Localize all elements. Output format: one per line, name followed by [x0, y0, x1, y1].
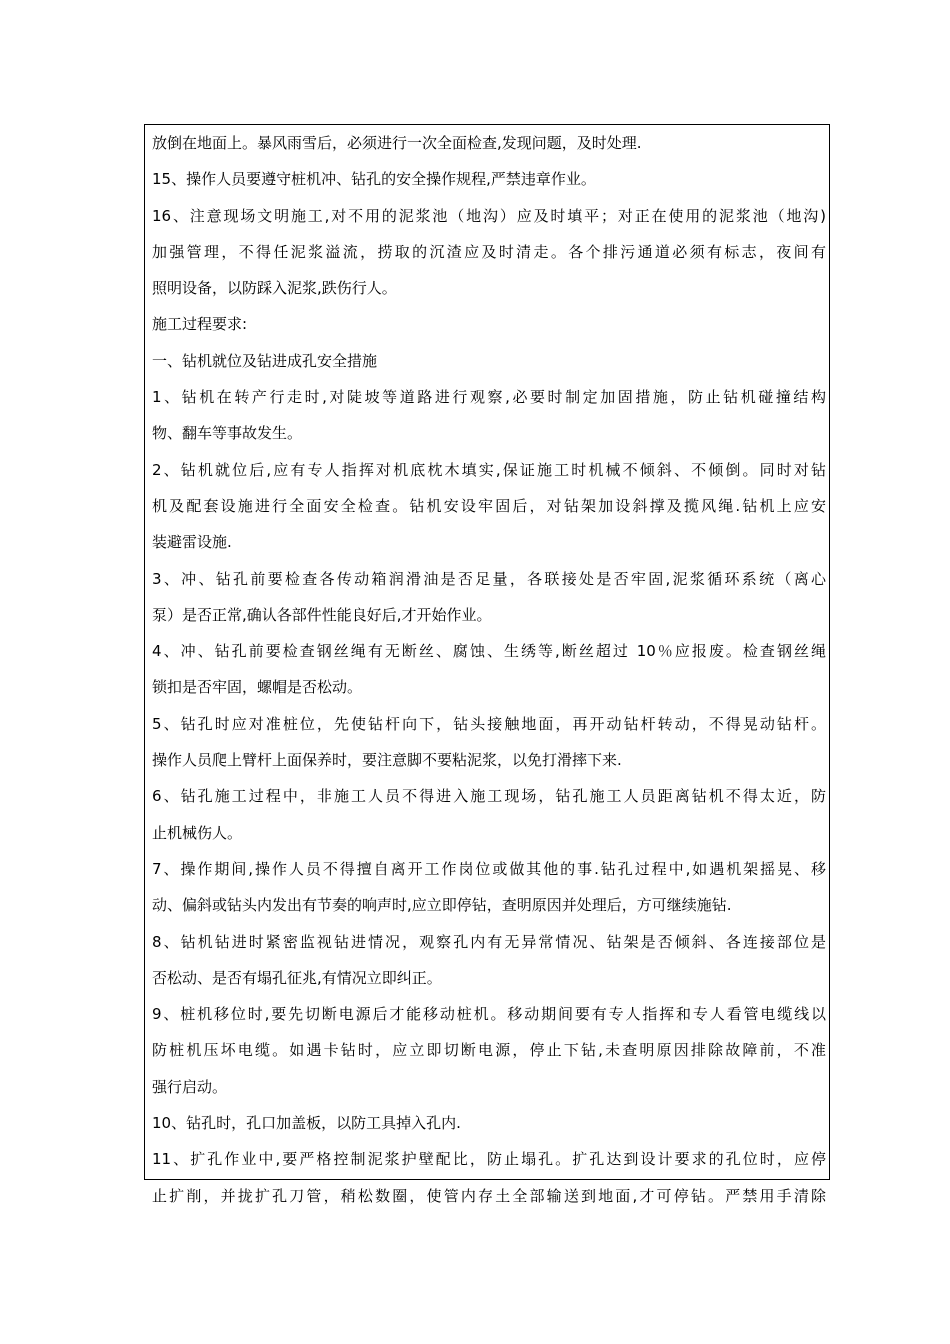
text-line: 5、钻孔时应对准桩位，先使钻杆向下，钻头接触地面，再开动钻杆转动，不得晃动钻杆。 [152, 714, 826, 733]
text-line: 机及配套设施进行全面安全检查。钻机安设牢固后，对钻架加设斜撑及揽风绳.钻机上应安 [152, 496, 826, 515]
text-line: 施工过程要求: [152, 315, 248, 334]
text-line: 操作人员爬上臂杆上面保养时，要注意脚不要粘泥浆，以免打滑摔下来. [152, 751, 622, 770]
text-line: 1、钻机在转产行走时,对陡坡等道路进行观察,必要时制定加固措施，防止钻机碰撞结构 [152, 388, 826, 407]
text-line: 11、扩孔作业中,要严格控制泥浆护壁配比，防止塌孔。扩孔达到设计要求的孔位时，应停 [152, 1150, 826, 1169]
text-line: 3、冲、钻孔前要检查各传动箱润滑油是否足量，各联接处是否牢固,泥浆循环系统（离心 [152, 569, 826, 588]
text-line: 止机械伤人。 [152, 823, 243, 842]
text-line: 锁扣是否牢固，螺帽是否松动。 [152, 678, 363, 697]
text-line: 2、钻机就位后,应有专人指挥对机底枕木填实,保证施工时机械不倾斜、不倾倒。同时对钻 [152, 460, 826, 479]
document-frame [144, 124, 830, 1205]
text-line: 止扩削，并拢扩孔刀管，稍松数圈，使管内存土全部输送到地面,才可停钻。严禁用手清除 [152, 1186, 826, 1205]
text-line: 4、冲、钻孔前要检查钢丝绳有无断丝、腐蚀、生绣等,断丝超过 10％应报废。检查钢丝绳 [152, 642, 826, 661]
text-line: 9、桩机移位时,要先切断电源后才能移动桩机。移动期间要有专人指挥和专人看管电缆线以 [152, 1005, 826, 1024]
text-line: 强行启动。 [152, 1077, 228, 1096]
text-line: 15、操作人员要遵守桩机冲、钻孔的安全操作规程,严禁违章作业。 [152, 170, 596, 189]
text-line: 动、偏斜或钻头内发出有节奏的响声时,应立即停钻，查明原因并处理后，方可继续施钻. [152, 896, 732, 915]
text-line: 7、操作期间,操作人员不得擅自离开工作岗位或做其他的事.钻孔过程中,如遇机架摇晃、移 [152, 859, 826, 878]
document-body [152, 125, 826, 1214]
text-line: 6、钻孔施工过程中，非施工人员不得进入施工现场，钻孔施工人员距离钻机不得太近，防 [152, 787, 826, 806]
text-line: 10、钻孔时，孔口加盖板，以防工具掉入孔内. [152, 1114, 461, 1133]
text-line: 泵）是否正常,确认各部件性能良好后,才开始作业。 [152, 605, 492, 624]
text-line: 物、翻车等事故发生。 [152, 424, 303, 443]
text-line: 放倒在地面上。暴风雨雪后，必须进行一次全面检查,发现问题，及时处理. [152, 134, 642, 152]
text-line: 加强管理，不得任泥浆溢流，捞取的沉渣应及时清走。各个排污通道必须有标志，夜间有 [152, 242, 826, 261]
text-line: 8、钻机钻进时紧密监视钻进情况，观察孔内有无异常情况、钻架是否倾斜、各连接部位是 [152, 932, 826, 951]
text-line: 否松动、是否有塌孔征兆,有情况立即纠正。 [152, 968, 442, 987]
text-line: 装避雷设施. [152, 533, 232, 552]
text-line: 16、注意现场文明施工,对不用的泥浆池（地沟）应及时填平；对正在使用的泥浆池（地沟) [152, 206, 826, 225]
text-line: 防桩机压坏电缆。如遇卡钻时，应立即切断电源，停止下钻,未查明原因排除故障前，不准 [152, 1041, 826, 1060]
text-line: 照明设备，以防踩入泥浆,跌伤行人。 [152, 279, 397, 298]
text-line: 一、钻机就位及钻进成孔安全措施 [152, 351, 378, 370]
